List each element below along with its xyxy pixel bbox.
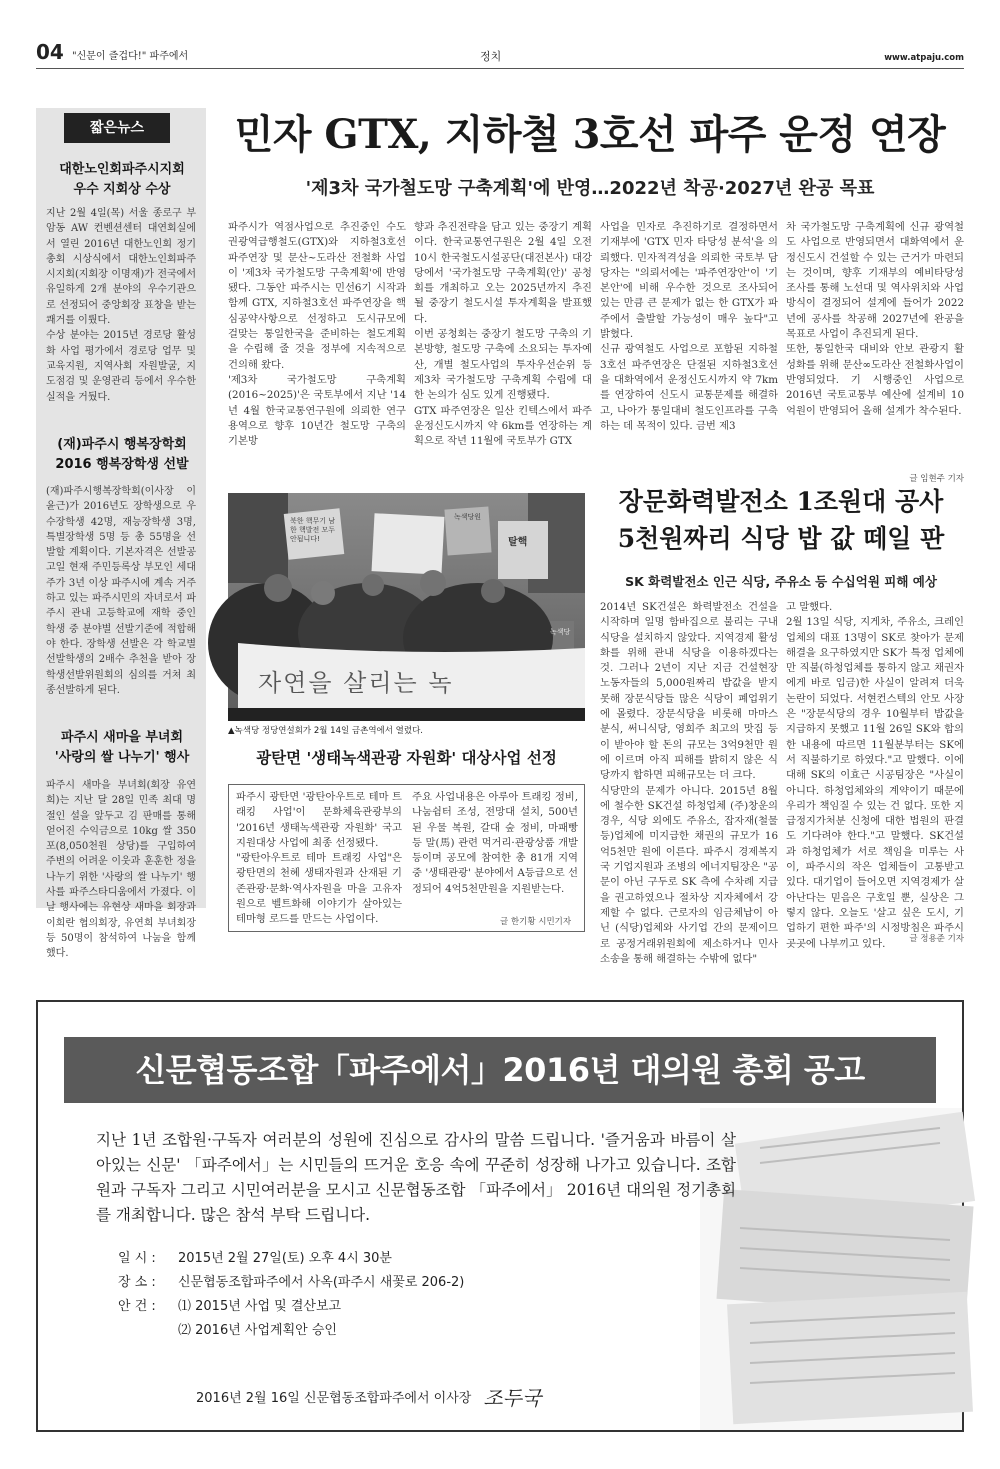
notice-detail-value: ⑴ 2015년 사업 및 결산보고 bbox=[178, 1299, 342, 1314]
header-rule bbox=[36, 68, 964, 69]
photo-sign-text: 녹색당원 bbox=[454, 513, 482, 521]
sidebar-item-title: 파주시 새마을 부녀회 '사랑의 쌀 나누기' 행사 bbox=[54, 730, 190, 765]
chairman-signature: 조두국 bbox=[483, 1386, 542, 1410]
notice-detail-row bbox=[118, 1271, 464, 1295]
sidebar-item-title: (재)파주시 행복장학회 2016 행복장학생 선발 bbox=[55, 437, 189, 472]
rally-photo bbox=[228, 493, 585, 721]
website-url[interactable]: www.atpaju.com bbox=[884, 53, 964, 63]
newspaper-stack-illustration bbox=[700, 1108, 962, 1430]
main-subheadline: '제3차 국가철도망 구축계획'에 반영…2022년 착공·2027년 완공 목표 bbox=[305, 178, 875, 199]
page-number: 04 bbox=[36, 40, 64, 64]
main-article-column: 향과 추진전략을 담고 있는 중장기 계획이다. 한국교통연구원은 2월 4일 오전 10시 한국철도시설공단(대전본사) 대강당에서 '국가철도망 구축계획(안)' 공청회를 개최하고 오는 2025년까지 추진될 중장기 철도시설 투자계획을 발표했다. 이번 공청회는 중장기 철도망 구축의 기본방향, 철도망 구축에 소요되는 투자예산, 개별 철도사업의 투자우선순위 등 제3차 국가철도망 구축계획 수립에 대한 논의가 심도 있게 진행됐다. GTX 파주연장은 일산 킨텍스에서 파주 운정신도시까지 약 6km를 연장하는 계획으로 작년 11월에 국토부가 GTX bbox=[414, 221, 592, 448]
photo-sign-text: 북한 핵무기 남한 핵발전 모두 안됩니다! bbox=[290, 517, 336, 543]
photo-sign-text: 녹색당 bbox=[550, 628, 571, 636]
article-byline: 글 한기황 시민기자 bbox=[500, 917, 572, 927]
short-news-tag: 짧은뉴스 bbox=[64, 113, 170, 143]
article-column: 파주시 광탄면 '광탄아우트로 테마 트래킹 사업'이 문화체육관광부의 '2016년 생태녹색관광 자원화' 국고지원대상 사업에 최종 선정됐다. "광탄아우트로 테마 트래킹 사업"은 광탄면의 천혜 생태자원과 산재된 기존관광·문화·역사자원을 마을 고유자원으로 벨트화해 이야기가 살아있는 테마형 로드를 만드는 사업이다. bbox=[236, 791, 402, 926]
notice-detail-value: ⑵ 2016년 사업계획안 승인 bbox=[178, 1323, 337, 1338]
photo-caption: ▲녹색당 정당연설회가 2월 14일 금촌역에서 열렸다. bbox=[228, 726, 423, 736]
article-column: 고 말했다. 2월 13일 식당, 지게차, 주유소, 크레인업체의 대표 13명이 SK로 찾아가 문제 해결을 요구하였지만 SK가 특정 업체에만 직불(하청업체를 통하지 않고 채권자에게 바로 입금)한 사실이 알려져 더욱 논란이 되었다. 서현컨스텍의 안모 사장은 "장문식당의 경우 10월부터 밥값을 지급하지 못했고 11월 26일 SK와 합의한 내용에 따르면 11월분부터는 SK에서 직불하기로 하였다."고 말했다. 이에 대해 SK의 이효근 시공팀장은 "사실이 아니다. 하청업체와의 계약이기 때문에 우리가 책임질 수 있는 건 없다. 또한 지급정지가처분 신청에 대한 법원의 판결도 기다려야 한다."고 말했다. SK건설과 하청업체가 서로 책임을 미루는 사이, 파주시의 작은 업체들이 고통받고 있다. 대기업이 들어오면 지역경제가 살아난다는 믿음은 구호일 뿐, 실상은 그렇지 않다. 오늘도 '살고 싶은 도시, 기업하기 편한 파주'의 시정방침은 파주시 곳곳에 나부끼고 있다. bbox=[786, 601, 964, 950]
article-column: 주요 사업내용은 아루아 트래킹 정비, 나눔쉼터 조성, 전망대 설치, 500년된 우물 복원, 갈대 숲 정비, 마패빵 등 말(馬) 관련 먹거리·관광상품 개발 등이며 공모에 참여한 총 81개 지역 중 '생태관광' 분야에서 A등급으로 선정되어 4억5천만원을 지원받는다. bbox=[412, 791, 578, 895]
notice-date-signer: 2016년 2월 16일 신문협동조합파주에서 이사장 bbox=[196, 1391, 472, 1406]
notice-detail-value: 신문협동조합파주에서 사옥(파주시 새꽃로 206-2) bbox=[178, 1275, 465, 1290]
notice-detail-row bbox=[118, 1319, 464, 1343]
notice-footer bbox=[196, 1382, 541, 1411]
sidebar-item-body: (재)파주시행복장학회(이사장 이윤근)가 2016년도 장학생으로 우수장학생 42명, 재능장학생 3명, 특별장학생 5명 등 총 55명을 선발할 계획이다. 기본자격은 선발공고일 현재 주민등록상 부모인 세대주가 3년 이상 파주시에 계속 거주하고 있는 파주시민의 자녀로서 파주시 관내 고등학교에 재학 중인 학생 중 분야별 선발기준에 적합해야 한다. 장학생 선발은 각 학교별 선발학생의 2배수 추천을 받아 장학생선발위원회의 심의를 거쳐 최종선발하게 된다. bbox=[46, 486, 196, 696]
article-column: 2014년 SK건설은 화력발전소 건설을 시작하며 일명 함바집으로 불리는 구내식당을 설치하지 않았다. 지역경제 활성화를 위해 관내 식당을 이용하겠다는 것. 그러나 2년이 지난 지금 건설현장 노동자들의 5,000원짜리 밥값을 받지 못해 장문식당들 많은 식당이 폐업위기에 몰렸다. 장문식당을 비롯해 마마스 분식, 써니식당, 영희주 최고의 맛집 등이 받아야 할 돈의 규모는 3억9천만 원에 이르며 아직 피해를 밝히지 않은 식당까지 합하면 피해규모는 더 크다. 식당만의 문제가 아니다. 2015년 8월에 철수한 SK건설 하청업체 (주)창운의 경우, 식당 외에도 주유소, 잡자재(철물 등)업체에 미지급한 채권의 규모가 16억5천만 원에 이른다. 파주시 경제복지국 기업지원과 조병의 에너지팀장은 "공문이 아닌 구두로 SK 측에 수차례 지급을 권고하였으나 절차상 지자체에서 강제할 수 없다. 근로자의 임금체납이 아닌 (식당)업체와 사기업 간의 문제이므로 공정거래위원회에 제소하거나 민사소송을 통해 해결하는 수밖에 없다" bbox=[600, 601, 778, 965]
newspaper-slogan: "신문이 즐겁다!" 파주에서 bbox=[72, 51, 189, 62]
article-headline: 광탄면 '생태녹색관광 자원화' 대상사업 선정 bbox=[256, 749, 557, 767]
main-article-column: 사업을 민자로 추진하기로 결정하면서 기재부에 'GTX 민자 타당성 분석'을 의뢰했다. 민자적격성을 의뢰한 국토부 담당자는 "의뢰서에는 '파주연장안'이 '기본안'에 비해 우수한 것으로 조사되어 있는 만큼 큰 문제가 없는 한 GTX가 파주에서 출발할 가능성이 매우 높다"고 밝혔다. 신규 광역철도 사업으로 포함된 지하철3호선 파주연장은 단절된 지하철3호선을 대화역에서 운정신도시까지 약 7km를 연장하여 신도시 교통문제를 해결하고, 나아가 통일대비 철도인프라를 구축하는 데 목적이 있다. 금번 제3 bbox=[600, 221, 778, 432]
main-article-byline: 글 임현주 기자 bbox=[909, 474, 964, 484]
article-subheadline: SK 화력발전소 인근 식당, 주유소 등 수십억원 피해 예상 bbox=[625, 574, 937, 589]
notice-detail-row bbox=[118, 1247, 464, 1271]
photo-banner-text: 자연을 살리는 녹 bbox=[258, 669, 454, 697]
notice-detail-value: 2015년 2월 27일(토) 오후 4시 30분 bbox=[178, 1251, 392, 1266]
sidebar-item-title: 대한노인회파주시지회 우수 지회상 수상 bbox=[59, 162, 185, 197]
notice-title: 신문협동조합「파주에서」2016년 대의원 총회 공고 bbox=[64, 1037, 936, 1103]
sidebar-item-body: 파주시 새마을 부녀회(회장 유연희)는 지난 달 28일 민족 최대 명절인 설을 앞두고 김 판매를 통해 얻어진 수익금으로 10kg 쌀 350포(8,050천원 상당)를 구입하여 주변의 어려운 이웃과 훈훈한 정을 나누기 위한 '사랑의 쌀 나누기' 행사를 파주스타디움에서 가졌다. 이날 행사에는 유현상 새마을 회장과 이희란 협의회장, 유연희 부녀회장 등 50명이 참석하여 나눔을 함께 했다. bbox=[46, 780, 196, 960]
main-headline: 민자 GTX, 지하철 3호선 파주 운정 연장 bbox=[234, 111, 946, 158]
photo-sign-text: 탈핵 bbox=[508, 537, 528, 548]
main-article-column: 차 국가철도망 구축계획에 신규 광역철도 사업으로 반영되면서 대화역에서 운정신도시 건설할 수 있는 근거가 마련되는 것이며, 향후 기재부의 예비타당성 조사를 통해 노선대 및 역사위치와 사업방식이 결정되어 설계에 들어가 2022년에 공사를 착공해 2027년에 완공을 목표로 사업이 추진되게 된다. 또한, 통일한국 대비와 안보 관광지 활성화를 위해 문산∞도라산 전철화사업이 반영되었다. 기 시행중인 사업으로 2016년 국토교통부 예산에 설계비 10억원이 반영되어 올해 설계가 착수된다. bbox=[786, 221, 964, 417]
notice-body: 지난 1년 조합원·구독자 여러분의 성원에 진심으로 감사의 말씀 드립니다. '즐거움과 바름이 살아있는 신문' 「파주에서」는 시민들의 뜨거운 호응 속에 꾸준히 성장해 나가고 있습니다. 조합원과 구독자 그리고 시민여러분을 모시고 신문협동조합 「파주에서」 2016년 대의원 정기총회를 개최합니다. 많은 참석 부탁 드립니다. bbox=[96, 1131, 736, 1224]
notice-detail-label: 장 소 : bbox=[118, 1275, 156, 1290]
notice-detail-row bbox=[118, 1295, 464, 1319]
notice-detail-label: 안 건 : bbox=[118, 1299, 156, 1314]
main-article-column: 파주시가 역점사업으로 추진중인 수도권광역급행철도(GTX)와 지하철3호선 파주연장 및 문산~도라산 전철화 사업이 '제3차 국가철도망 구축계획'에 반영됐다. 그동안 파주시는 민선6기 시작과 함께 GTX, 지하철3호선 파주연장을 핵심공약사항으로 선정하고 도시규모에 걸맞는 통일한국을 준비하는 철도계획을 수립해 줄 것을 정부에 지속적으로 건의해 왔다. '제3차 국가철도망 구축계획(2016~2025)'은 국토부에서 지난 '14년 4월 한국교통연구원에 의뢰한 연구용역으로 향후 10년간 철도망 구축의 기본방 bbox=[228, 221, 406, 448]
article-byline: 글 정용준 기자 bbox=[909, 934, 964, 944]
section-label: 정치 bbox=[480, 50, 502, 63]
article-headline: 장문화력발전소 1조원대 공사 5천원짜리 식당 밥 값 떼일 판 bbox=[617, 487, 945, 553]
notice-details bbox=[118, 1247, 464, 1343]
notice-detail-label: 일 시 : bbox=[118, 1251, 156, 1266]
sidebar-item-body: 지난 2월 4일(목) 서울 종로구 부암동 AW 컨벤션센터 대연회실에서 열린 2016년 대한노인회 정기총회 시상식에서 대한노인회파주시지회(지회장 이명재)가 전국에서 유일하게 2개 분야의 우수기관으로 선정되어 중앙회장 표창을 받는 쾌거를 이뤘다. 수상 분야는 2015년 경로당 활성화 사업 평가에서 경로당 업무 및 교육지원, 지역사회 자원발굴, 지도점검 및 운영관리 등에서 우수한 실적을 거뒀다. bbox=[46, 208, 196, 403]
